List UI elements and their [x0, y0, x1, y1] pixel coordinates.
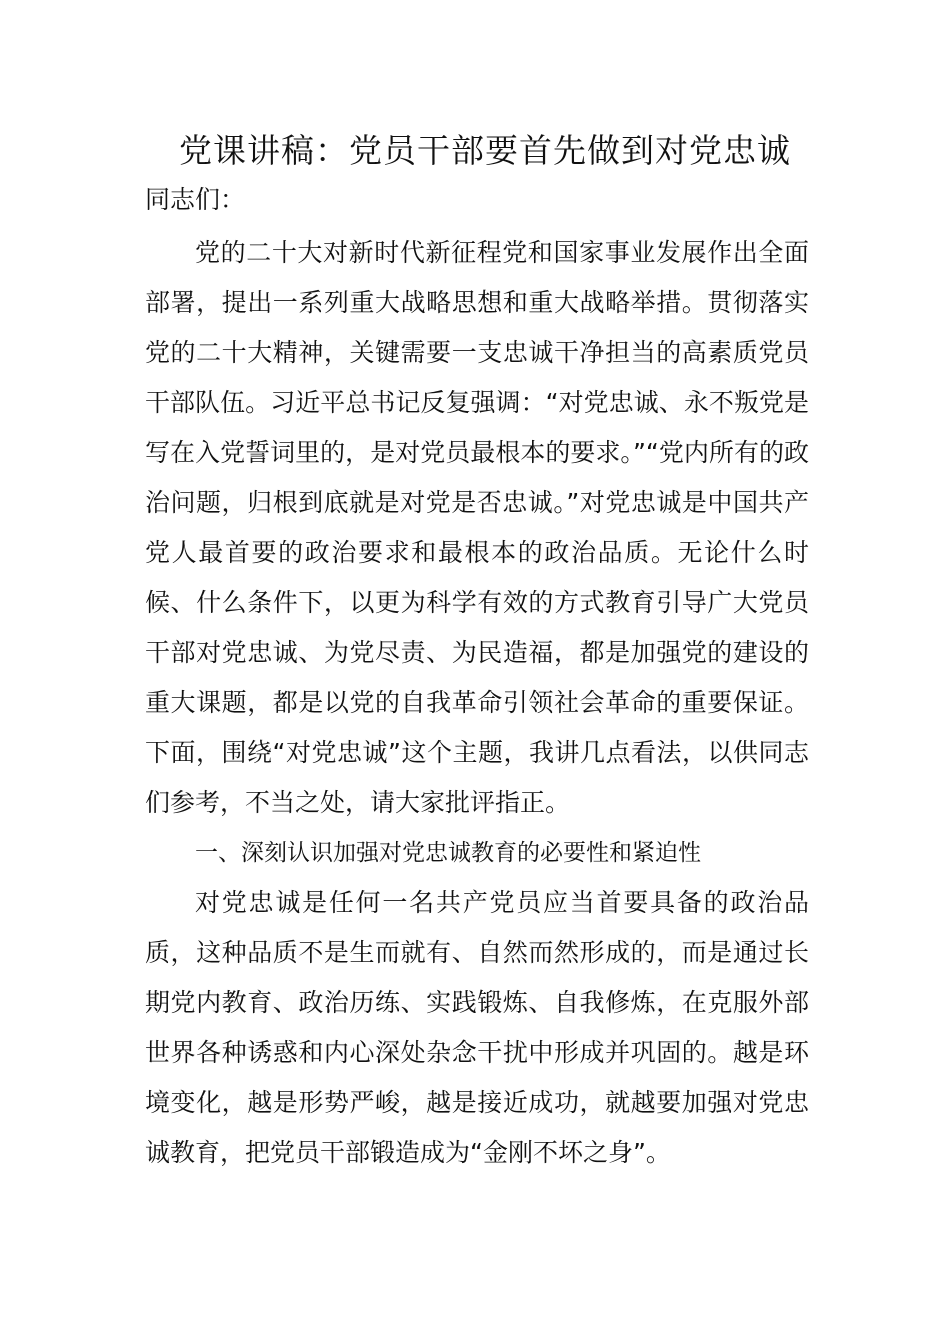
- document-title: 党课讲稿：党员干部要首先做到对党忠诚: [179, 131, 791, 170]
- greeting: 同志们：: [145, 185, 246, 214]
- paragraph: 对党忠诚是任何一名共产党员应当首要具备的政治品质，这种品质不是生而就有、自然而然形成的，而是通过长期党内教育、政治历练、实践锻炼、自我修炼，在克服外部世界各种诱惑和内心深处杂念干扰中形成并巩固的。越是环境变化，越是形势严峻，越是接近成功，就越要加强对党忠诚教育，把党员干部锻造成为“金刚不坏之身”。: [145, 888, 809, 1167]
- section-heading: 一、深刻认识加强对党忠诚教育的必要性和紧迫性: [195, 840, 701, 866]
- document-body: [145, 228, 809, 1178]
- paragraph: 党的二十大对新时代新征程党和国家事业发展作出全面部署，提出一系列重大战略思想和重大战略举措。贯彻落实党的二十大精神，关键需要一支忠诚干净担当的高素质党员干部队伍。习近平总书记反复强调：“对党忠诚、永不叛党是写在入党誓词里的，是对党员最根本的要求。”“党内所有的政治问题，归根到底就是对党是否忠诚。”对党忠诚是中国共产党人最首要的政治要求和最根本的政治品质。无论什么时候、什么条件下，以更为科学有效的方式教育引导广大党员干部对党忠诚、为党尽责、为民造福，都是加强党的建设的重大课题，都是以党的自我革命引领社会革命的重要保证。下面，围绕“对党忠诚”这个主题，我讲几点看法，以供同志们参考，不当之处，请大家批评指正。: [145, 238, 809, 817]
